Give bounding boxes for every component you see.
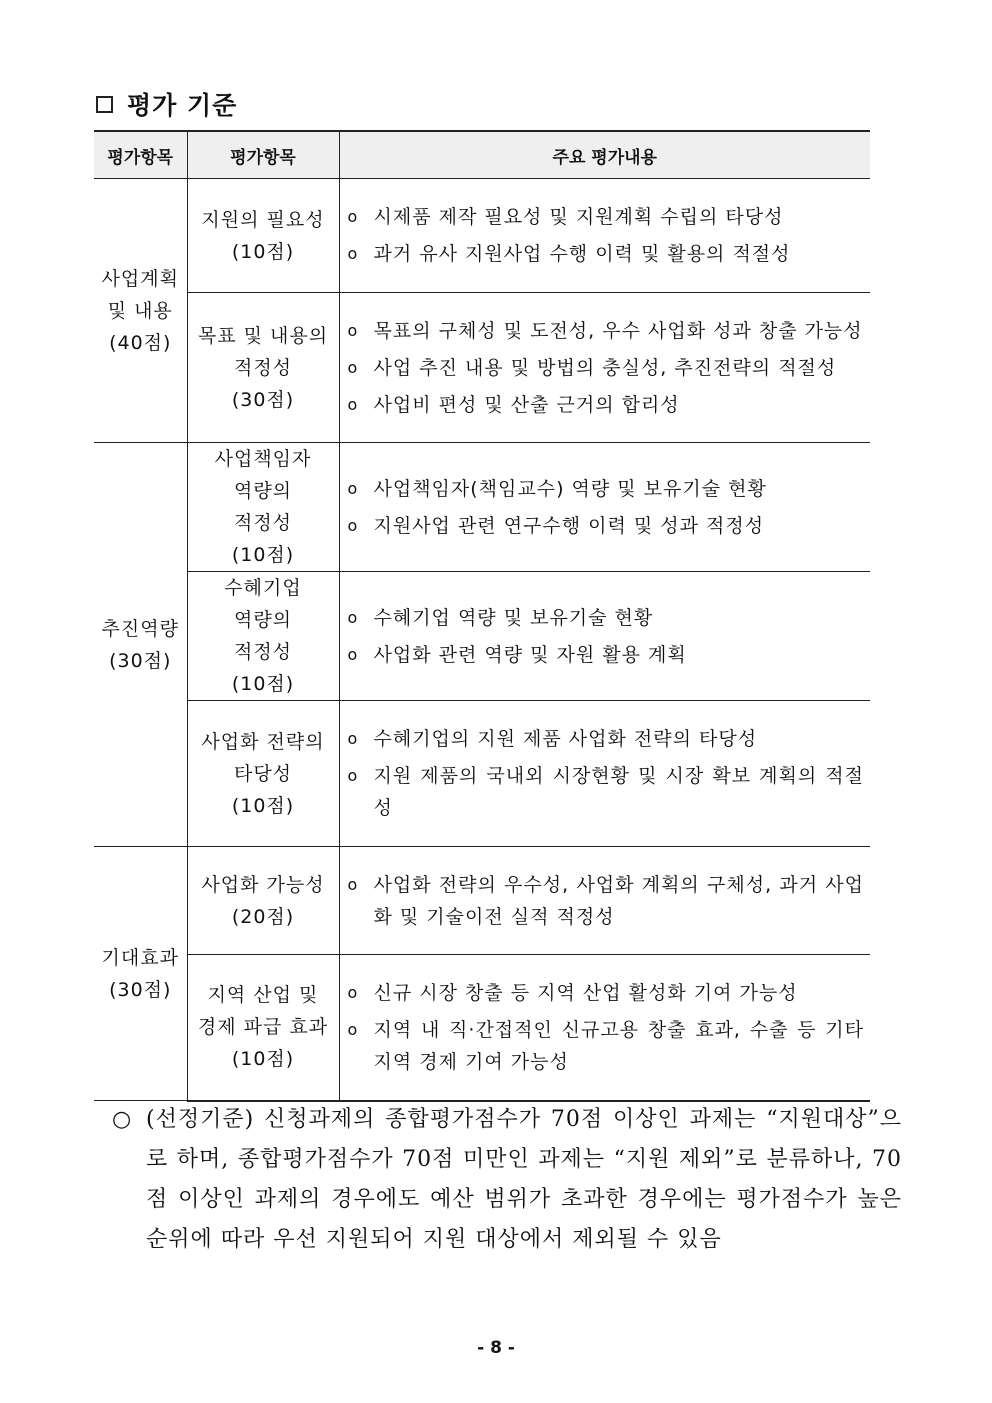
table-row (94, 443, 870, 572)
item-line: (10점) (231, 1048, 295, 1071)
bullet-mark: o (347, 320, 359, 340)
evaluation-point-text: 수혜기업 역량 및 보유기술 현황 (373, 606, 654, 629)
item-line: (10점) (231, 544, 295, 566)
header-category: 평가항목 (94, 131, 187, 179)
evaluation-point (348, 869, 865, 933)
checkbox-square-icon (96, 96, 113, 113)
item-line: 수혜기업 (224, 577, 302, 599)
evaluation-point-text: 사업화 관련 역량 및 자원 활용 계획 (373, 643, 687, 666)
bullet-mark: o (347, 244, 359, 263)
item-line: 사업화 가능성 (201, 873, 325, 896)
item-cell (187, 572, 339, 701)
bullet-mark: o (347, 478, 359, 498)
evaluation-point (348, 760, 865, 824)
item-line: 타당성 (233, 762, 293, 785)
item-line: 역량의 (233, 480, 293, 502)
item-line: 역량의 (233, 609, 293, 631)
category-cell (94, 847, 187, 1101)
evaluation-point (348, 238, 865, 270)
evaluation-point (348, 315, 865, 347)
evaluation-point-text: 시제품 제작 필요성 및 지원계획 수립의 타당성 (373, 206, 784, 228)
evaluation-point (348, 510, 865, 542)
content-cell (339, 443, 870, 572)
note-bullet: ○ (112, 1107, 133, 1132)
bullet-mark: o (347, 1019, 359, 1039)
evaluation-point-text: 목표의 구체성 및 도전성, 우수 사업화 성과 창출 가능성 (373, 319, 863, 342)
item-line: (10점) (231, 794, 295, 817)
item-cell (187, 701, 339, 847)
header-item: 평가항목 (187, 131, 339, 179)
content-cell (339, 955, 870, 1101)
page-number: - 8 - (477, 1338, 515, 1358)
item-line: (10점) (231, 673, 295, 695)
bullet-mark: o (347, 357, 359, 377)
category-line: (30점) (109, 978, 172, 1001)
evaluation-point-text: 사업화 전략의 우수성, 사업화 계획의 구체성, 과거 사업화 및 기술이전 실적 적정성 (373, 873, 864, 928)
evaluation-point (348, 602, 865, 634)
evaluation-point-text: 지원사업 관련 연구수행 이력 및 성과 적정성 (373, 514, 765, 537)
item-cell (187, 847, 339, 955)
item-line: 지원의 필요성 (201, 208, 325, 231)
category-cell (94, 179, 187, 443)
bullet-mark: o (347, 607, 359, 627)
note-text: (선정기준) 신청과제의 종합평가점수가 70점 이상인 과제는 “지원대상”으로 하며, 종합평가점수가 70점 미만인 과제는 “지원 제외”로 분류하나, 70점 이상인 과제의 경우에도 예산 범위가 초과한 경우에는 평가점수가 높은 순위에 따라 우선 지원되어 지원 대상에서 제외될 수 있음 (146, 1107, 902, 1252)
evaluation-point-text: 사업 추진 내용 및 방법의 충실성, 추진전략의 적절성 (373, 356, 837, 379)
item-cell (187, 955, 339, 1101)
evaluation-point (348, 1014, 865, 1078)
table-row (94, 955, 870, 1101)
evaluation-point-text: 지원 제품의 국내외 시장현황 및 시장 확보 계획의 적절성 (373, 765, 864, 819)
table-row (94, 572, 870, 701)
selection-criteria-note (112, 1100, 902, 1260)
evaluation-point (348, 639, 865, 671)
table-row (94, 847, 870, 955)
category-line: 및 내용 (107, 299, 173, 322)
item-line: 사업책임자 (214, 448, 312, 470)
evaluation-point-text: 수혜기업의 지원 제품 사업화 전략의 타당성 (373, 728, 758, 750)
section-heading (96, 86, 237, 122)
evaluation-point-text: 과거 유사 지원사업 수행 이력 및 활용의 적절성 (373, 243, 791, 265)
item-line: 적정성 (233, 356, 293, 379)
category-line: (30점) (109, 649, 172, 672)
item-cell (187, 443, 339, 572)
item-line: 목표 및 내용의 (197, 324, 329, 347)
evaluation-point-text: 사업책임자(책임교수) 역량 및 보유기술 현황 (373, 477, 767, 500)
item-cell (187, 179, 339, 293)
evaluation-point (348, 473, 865, 505)
evaluation-point (348, 723, 865, 755)
item-cell (187, 293, 339, 443)
item-line: (30점) (231, 388, 295, 411)
item-line: (20점) (231, 905, 295, 928)
item-line: 지역 산업 및 (207, 984, 319, 1007)
content-cell (339, 179, 870, 293)
evaluation-point (348, 352, 865, 384)
category-cell (94, 443, 187, 847)
category-line: 추진역량 (101, 617, 179, 640)
item-line: 경제 파급 효과 (197, 1016, 329, 1039)
bullet-mark: o (347, 729, 359, 748)
evaluation-point-text: 신규 시장 창출 등 지역 산업 활성화 기여 가능성 (373, 981, 798, 1004)
bullet-mark: o (347, 515, 359, 535)
section-title: 평가 기준 (127, 91, 238, 120)
evaluation-point-text: 지역 내 직·간접적인 신규고용 창출 효과, 수출 등 기타 지역 경제 기여 가능성 (373, 1018, 864, 1073)
table-row (94, 701, 870, 847)
item-line: 적정성 (233, 512, 293, 534)
bullet-mark: o (347, 644, 359, 664)
bullet-mark: o (347, 982, 359, 1002)
category-line: 사업계획 (101, 267, 179, 290)
category-line: 기대효과 (101, 946, 179, 969)
content-cell (339, 572, 870, 701)
table-header-row (94, 131, 870, 179)
table-body (94, 179, 870, 1101)
item-line: 적정성 (233, 641, 293, 663)
bullet-mark: o (347, 394, 359, 414)
content-cell (339, 701, 870, 847)
table-row (94, 179, 870, 293)
evaluation-point (348, 977, 865, 1009)
evaluation-criteria-table (94, 130, 870, 1102)
content-cell (339, 293, 870, 443)
evaluation-point (348, 389, 865, 421)
item-line: 사업화 전략의 (201, 730, 325, 753)
evaluation-point-text: 사업비 편성 및 산출 근거의 합리성 (373, 393, 680, 416)
content-cell (339, 847, 870, 955)
category-line: (40점) (109, 331, 172, 354)
bullet-mark: o (347, 207, 359, 226)
bullet-mark: o (347, 766, 359, 785)
header-content: 주요 평가내용 (339, 131, 870, 179)
bullet-mark: o (347, 874, 359, 894)
table-row (94, 293, 870, 443)
evaluation-point (348, 201, 865, 233)
item-line: (10점) (231, 240, 295, 263)
